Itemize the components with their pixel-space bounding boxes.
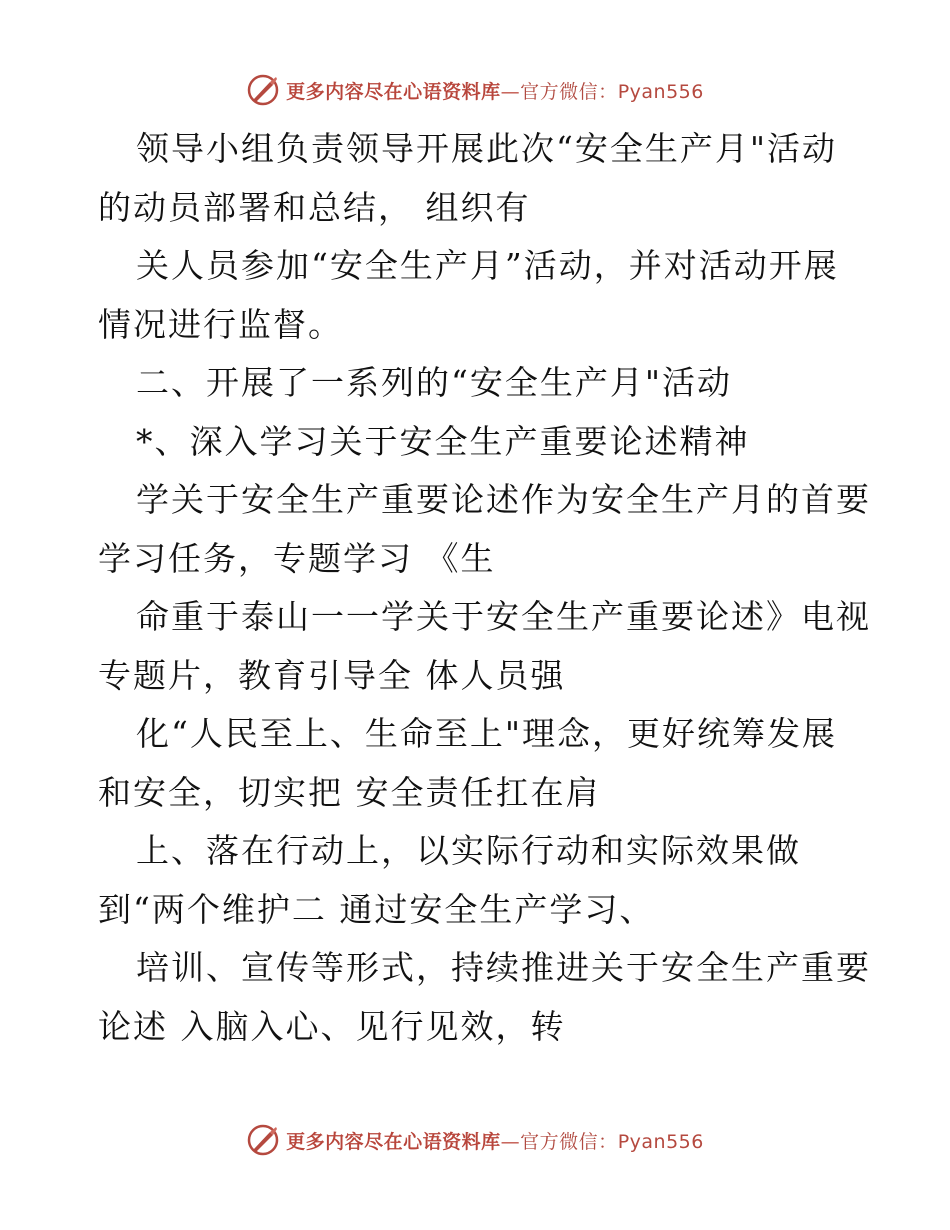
watermark-official-label: 官方微信： (520, 1130, 618, 1153)
text-line: 关人员参加“安全生产月”活动，并对活动开展 (136, 246, 839, 285)
text-line: 和安全，切实把 安全责任扛在肩 (98, 772, 601, 812)
text-line: 情况进行监督。 (98, 304, 343, 344)
watermark-text (286, 77, 704, 104)
header-watermark (0, 70, 950, 110)
text-line: 培训、宣传等形式，持续推进关于安全生产重要 (136, 948, 871, 987)
quill-pen-circle-icon (246, 1123, 280, 1157)
watermark-dash: — (500, 80, 521, 103)
watermark-brand: 更多内容尽在心语资料库 (286, 1130, 501, 1153)
watermark-wechat-id: Pyan556 (617, 80, 704, 103)
document-body (98, 120, 898, 1056)
watermark-text (286, 1127, 704, 1154)
quill-pen-circle-icon (246, 73, 280, 107)
text-line: 上、落在行动上，以实际行动和实际效果做 (136, 831, 801, 870)
text-line: 学习任务，专题学习 《生 (98, 538, 496, 578)
watermark-dash: — (500, 1130, 521, 1153)
watermark-wechat-id: Pyan556 (617, 1130, 704, 1153)
text-line: 到“两个维护二 通过安全生产学习、 (98, 889, 655, 929)
text-line: 的动员部署和总结， 组织有 (98, 187, 531, 227)
watermark-brand: 更多内容尽在心语资料库 (286, 80, 501, 103)
watermark-official-label: 官方微信： (520, 80, 618, 103)
text-line: 专题片，教育引导全 体人员强 (98, 655, 566, 695)
text-line: 化“人民至上、生命至上"理念，更好统筹发展 (136, 714, 838, 753)
footer-watermark (0, 1120, 950, 1160)
text-line: *、深入学习关于安全生产重要论述精神 (136, 421, 750, 461)
text-line: 二、开展了一系列的“安全生产月"活动 (136, 363, 733, 402)
text-line: 领导小组负责领导开展此次“安全生产月"活动 (136, 129, 838, 168)
text-line: 命重于泰山一一学关于安全生产重要论述》电视 (136, 597, 871, 636)
text-line: 论述 入脑入心、见行见效，转 (98, 1006, 566, 1046)
text-line: 学关于安全生产重要论述作为安全生产月的首要 (136, 480, 871, 519)
